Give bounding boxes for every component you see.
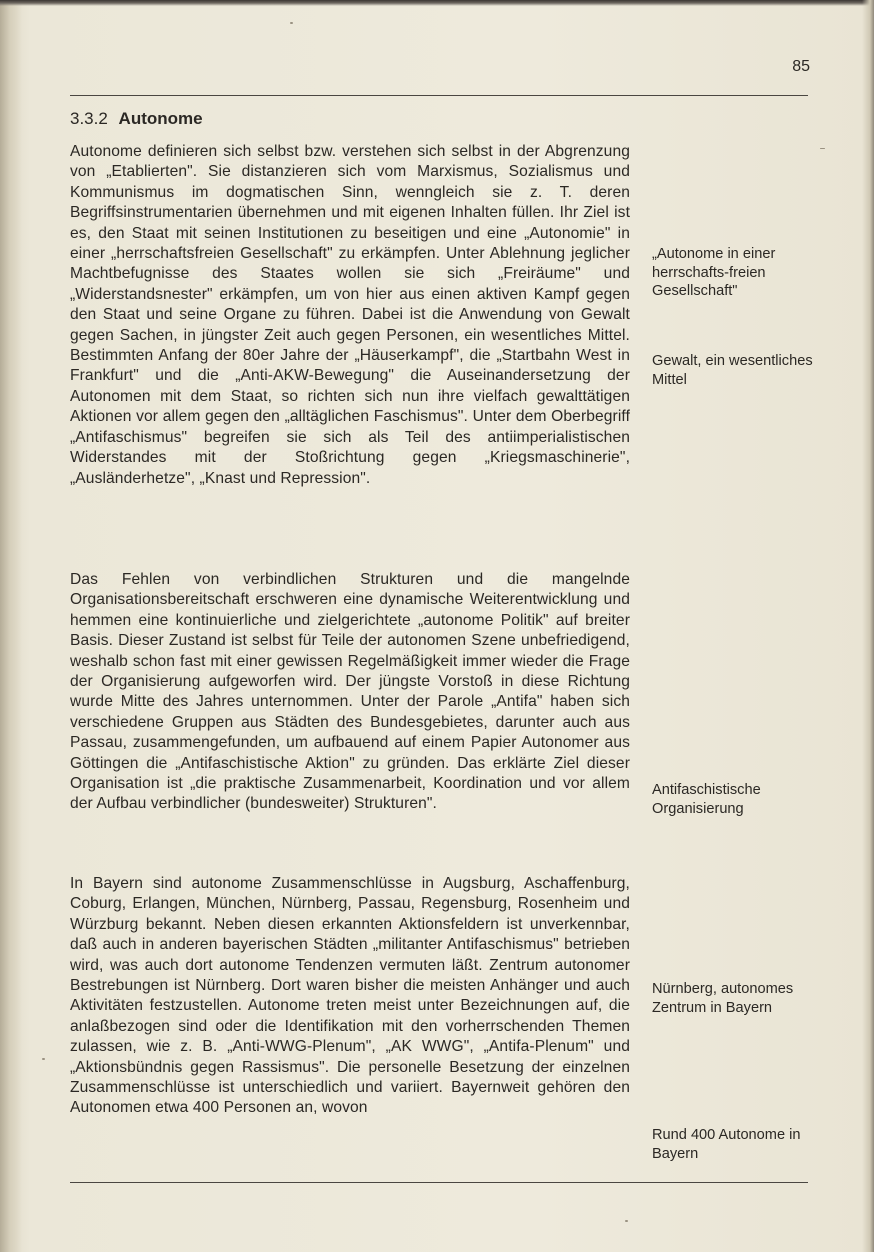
page-right-edge [862, 0, 874, 1252]
section-title: Autonome [118, 109, 203, 128]
body-paragraph-1: Autonome definieren sich selbst bzw. verstehen sich selbst in der Abgrenzung von „Etablierten". Sie distanzieren sich vom Marxismus, Sozialismus und Kommunismus im dogmatischen Sinn, wenngleich sie z. T. deren Begriffsinstrumentarien übernehmen und mit eigenen Inhalten füllen. Ihr Ziel ist es, den Staat mit seinen Institutionen zu beseitigen und eine „Autonomie" in einer „herrschaftsfreien Gesellschaft" zu erkämpfen. Unter Ablehnung jeglicher Machtbefugnisse des Staates wollen sie sich „Freiräume" und „Widerstandsnester" erkämpfen, um von hier aus einen aktiven Kampf gegen den Staat und seine Organe zu führen. Dabei ist die Anwendung von Gewalt gegen Sachen, in jüngster Zeit auch gegen Personen, ein wesentliches Mittel. Bestimmten Anfang der 80er Jahre der „Häuserkampf", die „Startbahn West in Frankfurt" und die „Anti-AKW-Bewegung" die Auseinandersetzung der Autonomen mit dem Staat, so richten sich nun ihre vielfach gewalttätigen Aktionen vor allem gegen den „alltäglichen Faschismus". Unter dem Oberbegriff „Antifaschismus" begreifen sie sich als Teil des antiimperialistischen Widerstandes mit der Stoßrichtung gegen „Kriegsmaschinerie", „Ausländerhetze", „Knast und Repression". [70, 143, 630, 487]
scan-speck [290, 22, 293, 24]
body-paragraph-2: Das Fehlen von verbindlichen Strukturen und die mangelnde Organisationsbereitschaft erschweren eine dynamische Weiterentwicklung und hemmen eine kontinuierliche und zielgerichtete „autonome Politik" auf breiter Basis. Dieser Zustand ist selbst für Teile der autonomen Szene unbefriedigend, weshalb schon fast mit einer gewissen Regelmäßigkeit immer wieder die Frage der Organisierung aufgeworfen wird. Der jüngste Vorstoß in diese Richtung wurde Mitte des Jahres unternommen. Unter der Parole „Antifa" haben sich verschiedene Gruppen aus Städten des Bundesgebietes, darunter auch aus Passau, zusammengefunden, um aufbauend auf einem Papier Autonomer aus Göttingen die „Antifaschistische Aktion" zu gründen. Das erklärte Ziel dieser Organisation ist „die praktische Zusammenarbeit, Koordination und vor allem der Aufbau verbindlicher (bundesweiter) Strukturen". [70, 571, 630, 813]
margin-note-anzahl: Rund 400 Autonome in Bayern [652, 1127, 801, 1162]
margin-note-gewalt: Gewalt, ein wesentliches Mittel [652, 353, 813, 388]
section-number: 3.3.2 [70, 109, 108, 128]
margin-note-autonomie: „Autonome in einer herrschafts-freien Gesellschaft" [652, 246, 776, 299]
body-paragraph-3: In Bayern sind autonome Zusammenschlüsse in Augsburg, Aschaffenburg, Coburg, Erlangen, München, Nürnberg, Passau, Regensburg, Rosenheim und Würzburg bekannt. Neben diesen erkannten Aktionsfeldern ist unverkennbar, daß auch in anderen bayerischen Städten „militanter Antifaschismus" betrieben wird, was auch dort autonome Tendenzen vermuten läßt. Zentrum autonomer Bestrebungen ist Nürnberg. Dort waren bisher die meisten Anhänger und auch Aktivitäten festzustellen. Autonome treten meist unter Bezeichnungen auf, die anlaßbezogen sind oder die Identifikation mit den vorherrschenden Themen zulassen, wie z. B. „Anti-WWG-Plenum", „AK WWG", „Antifa-Plenum" und „Aktionsbündnis gegen Rassismus". Die personelle Besetzung der einzelnen Zusammenschlüsse ist unterschiedlich und variiert. Bayernweit gehören den Autonomen etwa 400 Personen an, wovon [70, 875, 630, 1117]
page-number: 85 [792, 58, 810, 75]
margin-note-nuernberg: Nürnberg, autonomes Zentrum in Bayern [652, 981, 794, 1016]
margin-note-organisierung: Antifaschistische Organisierung [652, 782, 761, 817]
footer-rule [70, 1182, 808, 1183]
scan-speck [625, 1220, 628, 1222]
scan-speck [42, 1058, 45, 1060]
section-heading [70, 109, 203, 129]
scan-speck [820, 148, 825, 149]
binding-shadow [0, 0, 22, 1252]
page-top-edge [0, 0, 874, 6]
header-rule [70, 95, 808, 96]
